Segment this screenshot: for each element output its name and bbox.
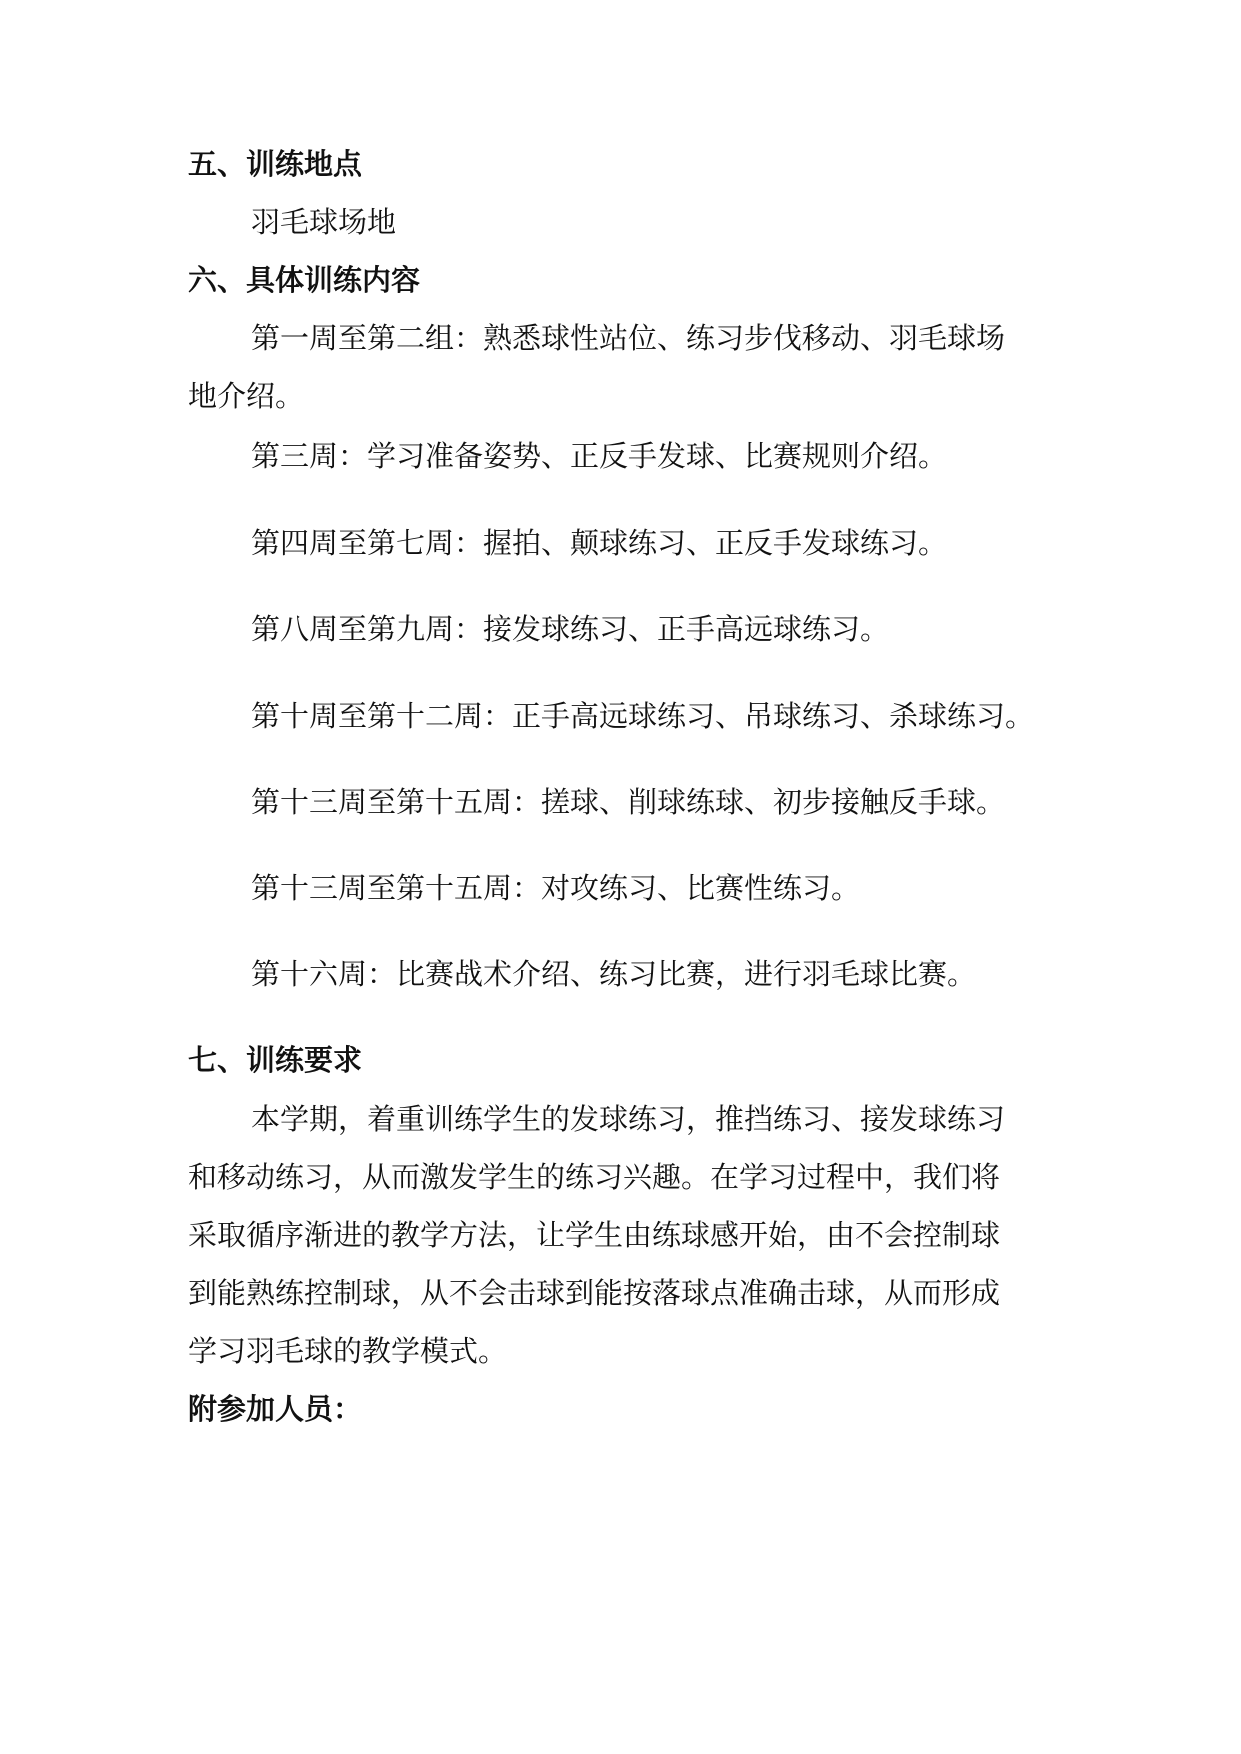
section-heading-location: 五、训练地点 bbox=[188, 147, 363, 181]
requirements-paragraph-line: 和移动练习，从而激发学生的练习兴趣。在学习过程中，我们将 bbox=[188, 1160, 1001, 1194]
section-heading-participants: 附参加人员： bbox=[188, 1392, 363, 1426]
schedule-item: 第十六周：比赛战术介绍、练习比赛，进行羽毛球比赛。 bbox=[251, 957, 977, 991]
requirements-paragraph-line: 学习羽毛球的教学模式。 bbox=[188, 1334, 508, 1368]
section-heading-content: 六、具体训练内容 bbox=[188, 263, 421, 297]
schedule-item: 第十三周至第十五周：搓球、削球练球、初步接触反手球。 bbox=[251, 785, 1006, 819]
section-heading-requirements: 七、训练要求 bbox=[188, 1043, 363, 1077]
schedule-item: 地介绍。 bbox=[188, 379, 305, 413]
schedule-item: 第一周至第二组：熟悉球性站位、练习步伐移动、羽毛球场 bbox=[251, 321, 1006, 355]
requirements-paragraph-line: 到能熟练控制球，从不会击球到能按落球点准确击球，从而形成 bbox=[188, 1276, 1001, 1310]
requirements-paragraph-line: 本学期，着重训练学生的发球练习，推挡练习、接发球练习 bbox=[251, 1102, 1006, 1136]
schedule-item: 第八周至第九周：接发球练习、正手高远球练习。 bbox=[251, 612, 890, 646]
schedule-item: 第三周：学习准备姿势、正反手发球、比赛规则介绍。 bbox=[251, 439, 948, 473]
schedule-item: 第十三周至第十五周：对攻练习、比赛性练习。 bbox=[251, 871, 861, 905]
location-text: 羽毛球场地 bbox=[251, 205, 397, 239]
requirements-paragraph-line: 采取循序渐进的教学方法，让学生由练球感开始，由不会控制球 bbox=[188, 1218, 1001, 1252]
schedule-item: 第十周至第十二周：正手高远球练习、吊球练习、杀球练习。 bbox=[251, 699, 1035, 733]
schedule-item: 第四周至第七周：握拍、颠球练习、正反手发球练习。 bbox=[251, 526, 948, 560]
